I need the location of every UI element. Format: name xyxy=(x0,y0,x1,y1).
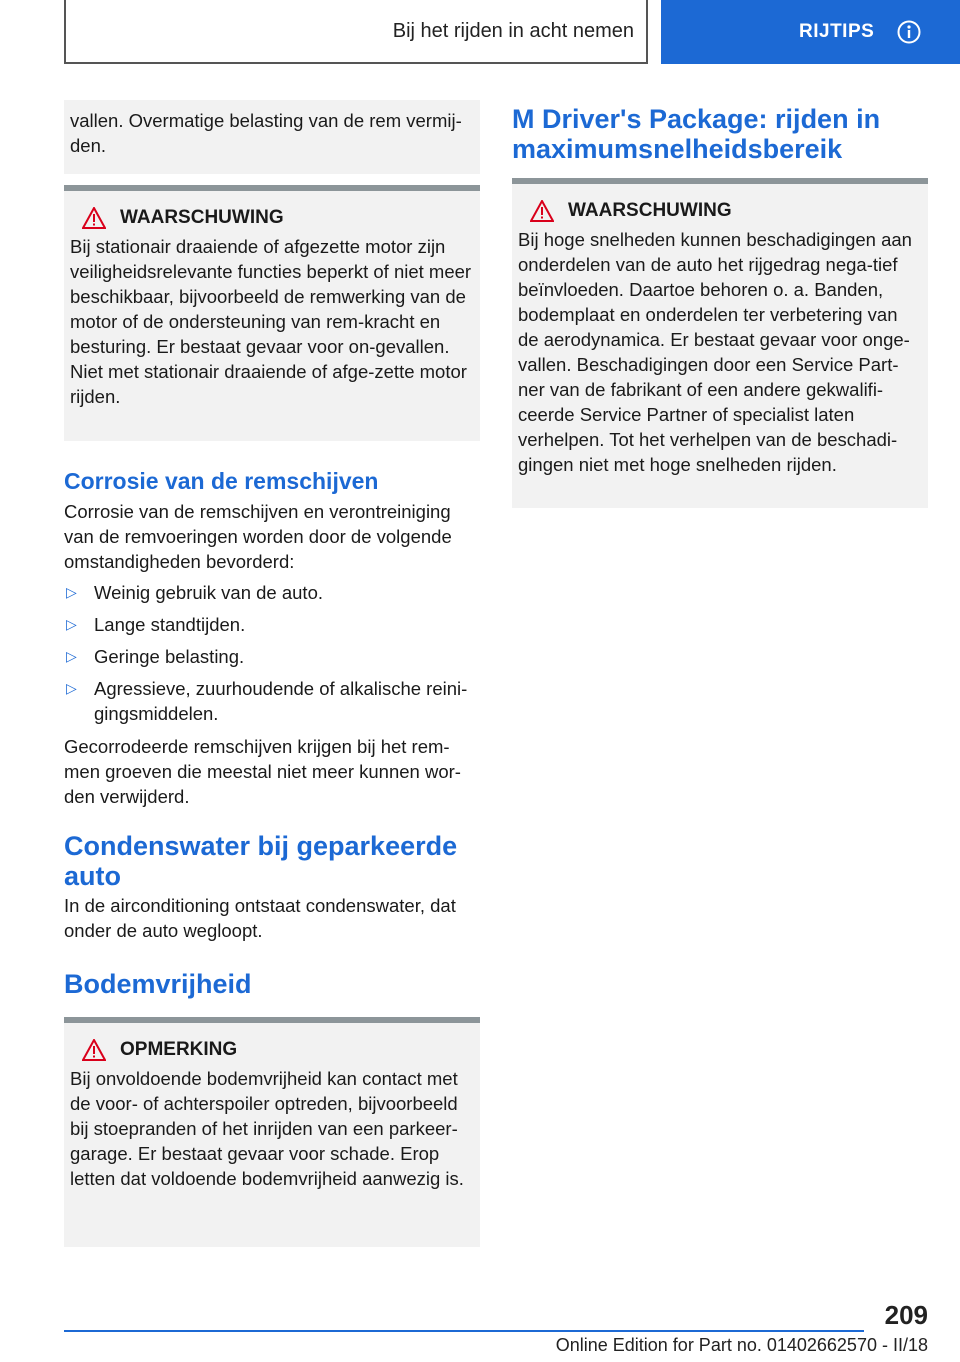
corrosion-intro: Corrosie van de remschijven en verontreiniging van de remvoeringen worden door de volgende omstandigheden bevorderd: xyxy=(64,501,452,572)
list-item: ▷ Lange standtijden. xyxy=(66,614,246,635)
heading-m-drivers-package: M Driver's Package: rijden in maximumsnelheidsbereik xyxy=(512,104,881,164)
corrosion-bullet-list xyxy=(64,580,480,726)
warning-label: WAARSCHUWING xyxy=(568,200,732,221)
list-item: ▷ Agressieve, zuurhoudende of alkalische reini-gingsmiddelen. xyxy=(66,678,468,724)
triangle-bullet-icon: ▷ xyxy=(66,648,77,664)
chapter-title: RIJTIPS xyxy=(799,21,875,42)
warning-text: Bij stationair draaiende of afgezette motor zijn veiligheidsrelevante functies beperkt of niet meer beschikbaar, bijvoorbeeld de remwerking van de motor of de ondersteuning van rem-kracht en besturing. Er bestaat gevaar voor on-gevallen. Niet met stationair draaiende of afge-zette motor rijden. xyxy=(70,236,472,407)
warning-header xyxy=(82,205,474,230)
left-column xyxy=(64,100,480,1247)
right-column xyxy=(512,100,928,508)
warning-header xyxy=(530,198,922,223)
header-section-title xyxy=(64,0,648,64)
warning-triangle-icon xyxy=(82,1039,106,1061)
triangle-bullet-icon: ▷ xyxy=(66,680,77,696)
heading-corrosion: Corrosie van de remschijven xyxy=(64,468,379,494)
note-box-clearance xyxy=(64,1017,480,1247)
warning-triangle-icon xyxy=(82,207,106,229)
warning-box-engine xyxy=(64,185,480,441)
list-item: ▷ Geringe belasting. xyxy=(66,646,245,667)
footer-edition: Online Edition for Part no. 01402662570 - II/18 xyxy=(555,1335,928,1355)
section-title: Bij het rijden in acht nemen xyxy=(392,19,634,42)
info-icon[interactable] xyxy=(897,20,921,44)
list-item: ▷ Weinig gebruik van de auto. xyxy=(66,582,324,603)
condensation-text: In de airconditioning ontstaat condenswater, dat onder de auto wegloopt. xyxy=(64,895,456,941)
warning-label: WAARSCHUWING xyxy=(120,207,284,228)
note-text: Bij onvoldoende bodemvrijheid kan contact met de voor- of achterspoiler optreden, bijvoorbeeld bij stoepranden of het inrijden van een parkeer-garage. Er bestaat gevaar voor schade. Erop letten dat voldoende bodemvrijheid aanwezig is. xyxy=(70,1068,464,1189)
warning-triangle-icon xyxy=(530,200,554,222)
footer-divider xyxy=(64,1330,864,1332)
corrosion-outro: Gecorrodeerde remschijven krijgen bij het rem-men groeven die meestal niet meer kunnen wor-den verwijderd. xyxy=(64,736,461,807)
note-header xyxy=(82,1037,474,1062)
note-label: OPMERKING xyxy=(120,1039,238,1060)
continued-text-box xyxy=(64,100,480,174)
triangle-bullet-icon: ▷ xyxy=(66,616,77,632)
triangle-bullet-icon: ▷ xyxy=(66,584,77,600)
warning-box-speed xyxy=(512,178,928,508)
heading-clearance: Bodemvrijheid xyxy=(64,969,252,999)
intro-text: vallen. Overmatige belasting van de rem vermij-den. xyxy=(70,110,462,156)
header-chapter-tab[interactable] xyxy=(661,0,960,64)
page-number: 209 xyxy=(884,1300,928,1330)
heading-condensation: Condenswater bij geparkeerde auto xyxy=(64,831,458,891)
warning-text: Bij hoge snelheden kunnen beschadigingen aan onderdelen van de auto het rijgedrag nega-tief beïnvloeden. Daartoe behoren o. a. Banden, bodemplaat en onderdelen ter verbetering van de aerodynamica. Er bestaat gevaar voor onge-vallen. Beschadigingen door een Service Part-ner van de fabrikant of een andere gekwalifi-ceerde Service Partner of specialist laten verhelpen. Tot het verhelpen van de beschadi-gingen niet met hoge snelheden rijden. xyxy=(518,229,912,475)
